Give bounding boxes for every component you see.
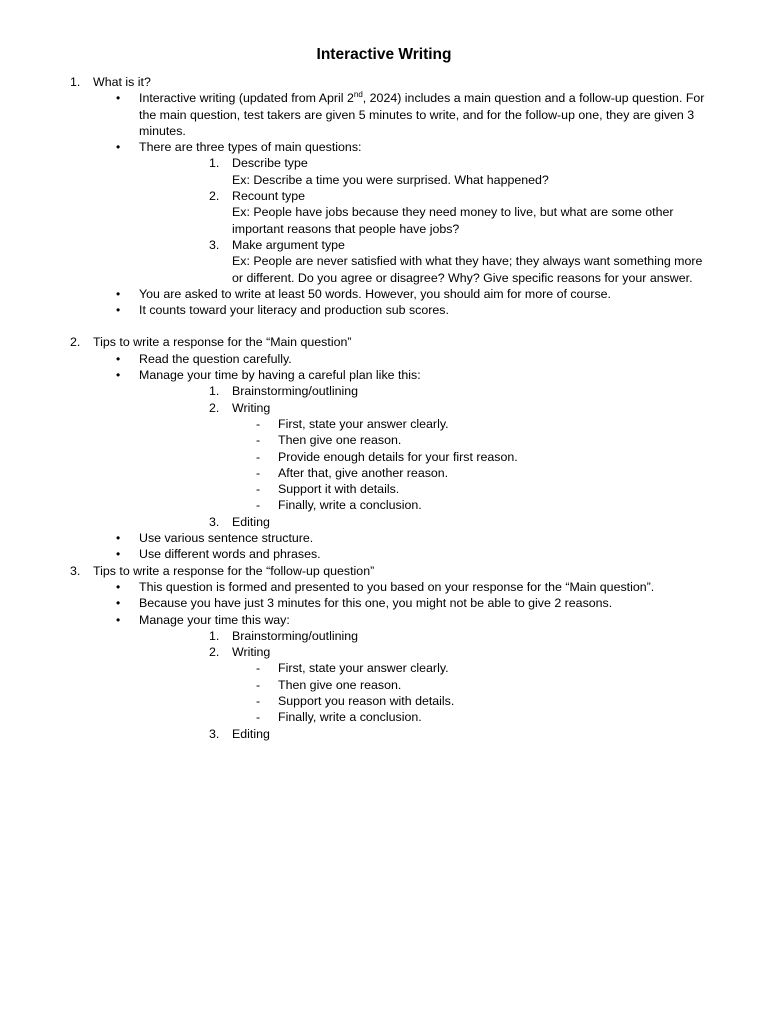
item-label: Writing [232, 645, 271, 660]
dash-marker: - [256, 693, 261, 708]
section-heading-text: Tips to write a response for the “Main question” [93, 335, 352, 350]
bullet-text: Read the question carefully. [139, 351, 292, 366]
numbered-item [0, 237, 768, 286]
dash-item [0, 677, 768, 693]
section-number: 3. [70, 563, 81, 578]
bullet-item [0, 579, 768, 595]
dash-marker: - [256, 416, 261, 431]
bullet-marker: • [116, 547, 121, 562]
bullet-item [0, 90, 768, 139]
bullet-text-part: , 2024) includes a main question and a follow-up question. For the main question, test takers are given 5 minutes to write, and for the follow-up one, they are given 3 minutes. [139, 91, 705, 138]
item-number: 1. [209, 156, 220, 171]
bullet-text: Manage your time this way: [139, 612, 290, 627]
item-example: Ex: People have jobs because they need money to live, but what are some other important reasons that people have jobs? [232, 205, 674, 236]
item-label: Brainstorming/outlining [232, 628, 359, 643]
bullet-marker: • [116, 303, 121, 318]
item-number: 2. [209, 400, 220, 415]
bullet-text-part: Interactive writing (updated from April 2 [139, 91, 354, 106]
bullet-text [139, 90, 723, 139]
bullet-text: Manage your time by having a careful plan like this: [139, 368, 421, 383]
section-follow-up-tips [0, 563, 768, 742]
numbered-item [0, 726, 768, 742]
numbered-item [0, 514, 768, 530]
bullet-item [0, 351, 768, 367]
ordinal-superscript: nd [353, 90, 363, 100]
bullet-item [0, 612, 768, 628]
bullet-marker: • [116, 351, 121, 366]
dash-item [0, 709, 768, 725]
bullet-marker: • [116, 531, 121, 546]
section-what-is-it [0, 74, 768, 318]
numbered-item [0, 188, 768, 237]
bullet-item [0, 367, 768, 383]
item-label: Brainstorming/outlining [232, 384, 359, 399]
dash-item [0, 432, 768, 448]
bullet-text: You are asked to write at least 50 words. However, you should aim for more of course. [139, 286, 611, 301]
dash-text: First, state your answer clearly. [278, 416, 449, 431]
bullet-item [0, 302, 768, 318]
bullet-item [0, 286, 768, 302]
dash-item [0, 497, 768, 513]
dash-marker: - [256, 482, 261, 497]
bullet-marker: • [116, 140, 121, 155]
dash-text: Then give one reason. [278, 677, 402, 692]
dash-text: After that, give another reason. [278, 465, 449, 480]
bullet-text: This question is formed and presented to you based on your response for the “Main question”. [139, 579, 655, 594]
bullet-item [0, 530, 768, 546]
dash-text: Finally, write a conclusion. [278, 710, 422, 725]
bullet-item [0, 595, 768, 611]
item-number: 3. [209, 237, 220, 252]
item-label: Editing [232, 726, 270, 741]
bullet-marker: • [116, 368, 121, 383]
item-number: 3. [209, 514, 220, 529]
item-number: 3. [209, 726, 220, 741]
bullet-marker: • [116, 579, 121, 594]
bullet-text: There are three types of main questions: [139, 140, 362, 155]
section-heading-text: Tips to write a response for the “follow-up question” [93, 563, 375, 578]
dash-item [0, 693, 768, 709]
numbered-item [0, 628, 768, 644]
dash-marker: - [256, 433, 261, 448]
dash-item [0, 449, 768, 465]
numbered-item [0, 155, 768, 188]
document-body [0, 74, 768, 742]
section-number: 1. [70, 75, 81, 89]
dash-marker: - [256, 661, 261, 676]
section-heading [0, 563, 768, 579]
item-number: 2. [209, 189, 220, 204]
item-number: 1. [209, 384, 220, 399]
numbered-item [0, 644, 768, 660]
item-number: 2. [209, 645, 220, 660]
bullet-marker: • [116, 286, 121, 301]
dash-text: Then give one reason. [278, 433, 402, 448]
bullet-item [0, 546, 768, 562]
dash-item [0, 660, 768, 676]
numbered-item [0, 400, 768, 416]
dash-text: Provide enough details for your first reason. [278, 449, 518, 464]
numbered-item [0, 383, 768, 399]
dash-marker: - [256, 465, 261, 480]
dash-marker: - [256, 449, 261, 464]
dash-text: Finally, write a conclusion. [278, 498, 422, 513]
section-number: 2. [70, 335, 81, 350]
bullet-item [0, 139, 768, 155]
dash-marker: - [256, 677, 261, 692]
bullet-marker: • [116, 91, 121, 106]
bullet-text: Use various sentence structure. [139, 531, 314, 546]
item-example: Ex: Describe a time you were surprised. What happened? [232, 172, 549, 187]
page-title: Interactive Writing [316, 46, 452, 63]
section-heading-text: What is it? [93, 75, 151, 89]
bullet-marker: • [116, 596, 121, 611]
dash-item [0, 481, 768, 497]
section-main-question-tips [0, 334, 768, 562]
item-label: Describe type [232, 156, 308, 171]
dash-text: Support you reason with details. [278, 693, 455, 708]
section-heading [0, 74, 768, 90]
item-example: Ex: People are never satisfied with what they have; they always want something more or different. Do you agree or disagree? Why? Give specific reasons for your answer. [232, 254, 703, 285]
item-label: Recount type [232, 189, 306, 204]
bullet-text: Use different words and phrases. [139, 547, 321, 562]
section-heading [0, 334, 768, 350]
item-number: 1. [209, 628, 220, 643]
bullet-marker: • [116, 612, 121, 627]
item-label: Writing [232, 400, 271, 415]
bullet-text: Because you have just 3 minutes for this one, you might not be able to give 2 reasons. [139, 596, 613, 611]
dash-text: Support it with details. [278, 482, 400, 497]
dash-item [0, 465, 768, 481]
blank-line [0, 318, 768, 334]
dash-text: First, state your answer clearly. [278, 661, 449, 676]
bullet-text: It counts toward your literacy and production sub scores. [139, 303, 449, 318]
dash-marker: - [256, 710, 261, 725]
dash-marker: - [256, 498, 261, 513]
item-label: Editing [232, 514, 270, 529]
item-label: Make argument type [232, 237, 345, 252]
dash-item [0, 416, 768, 432]
